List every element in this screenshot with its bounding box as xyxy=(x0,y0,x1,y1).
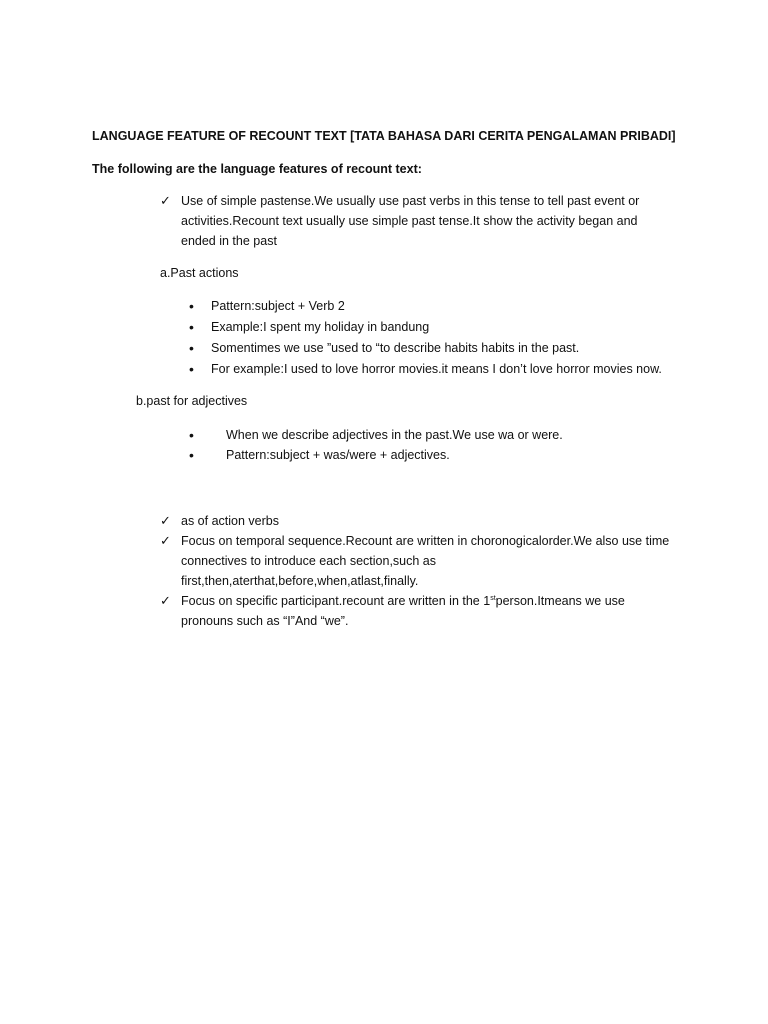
section-a-item: Pattern:subject + Verb 2 xyxy=(211,299,345,313)
section-a-item: For example:I used to love horror movies.it means I don’t love horror movies now. xyxy=(211,362,662,376)
bullet-icon: • xyxy=(189,298,194,314)
bullet-icon: • xyxy=(189,361,194,377)
feature-1-line-3: ended in the past xyxy=(181,234,277,248)
feature-4-text-before: Focus on specific participant.recount are written in the 1 xyxy=(181,594,491,608)
feature-1-line-2: activities.Recount text usually use simple past tense.It show the activity began and xyxy=(181,214,638,228)
document-heading: LANGUAGE FEATURE OF RECOUNT TEXT [TATA BAHASA DARI CERITA PENGALAMAN PRIBADI] xyxy=(92,129,676,143)
feature-3-line-2: connectives to introduce each section,such as xyxy=(181,554,437,568)
feature-2-text: as of action verbs xyxy=(181,514,279,528)
checkmark-icon: ✓ xyxy=(160,513,171,528)
checkmark-icon: ✓ xyxy=(160,533,171,548)
bullet-icon: • xyxy=(189,447,194,463)
section-a-label: a.Past actions xyxy=(160,266,239,280)
feature-4-text-after: person.Itmeans we use xyxy=(495,594,625,608)
feature-1-line-1: Use of simple pastense.We usually use past verbs in this tense to tell past event or xyxy=(181,194,640,208)
bullet-icon: • xyxy=(189,340,194,356)
feature-3-line-1: Focus on temporal sequence.Recount are written in choronogicalorder.We also use time xyxy=(181,534,670,548)
intro-text: The following are the language features of recount text: xyxy=(92,162,422,176)
feature-3-line-3: first,then,aterthat,before,when,atlast,finally. xyxy=(181,574,419,588)
bullet-icon: • xyxy=(189,319,194,335)
section-a-item: Example:I spent my holiday in bandung xyxy=(211,320,430,334)
checkmark-icon: ✓ xyxy=(160,593,171,608)
section-b-item: Pattern:subject + was/were + adjectives. xyxy=(226,448,450,462)
feature-4-line-1 xyxy=(181,593,625,609)
section-b-label: b.past for adjectives xyxy=(136,394,248,408)
feature-4-line-2: pronouns such as “I”And “we”. xyxy=(181,614,349,628)
section-b-item: When we describe adjectives in the past.We use wa or were. xyxy=(226,428,563,442)
ordinal-superscript: st xyxy=(490,595,496,602)
bullet-icon: • xyxy=(189,427,194,443)
section-a-item: Somentimes we use ”used to “to describe habits habits in the past. xyxy=(211,341,580,355)
checkmark-icon: ✓ xyxy=(160,193,171,208)
